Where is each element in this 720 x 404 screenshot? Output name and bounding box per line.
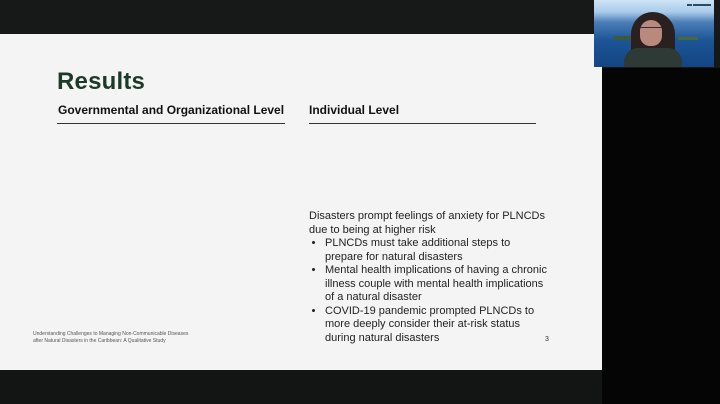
bullet-list bbox=[309, 237, 549, 345]
presentation-slide bbox=[0, 34, 602, 370]
bullet-item: • PLNCDs must take additional steps to prepare for natural disasters bbox=[325, 237, 549, 264]
participant-video-tile[interactable] bbox=[594, 0, 714, 67]
left-heading-divider bbox=[57, 123, 285, 124]
participant-glasses bbox=[640, 27, 662, 33]
virtual-background-logo-icon bbox=[687, 3, 711, 13]
right-column-heading: Individual Level bbox=[309, 103, 400, 117]
slide-page-number: 3 bbox=[545, 336, 549, 343]
participant-face bbox=[640, 20, 662, 46]
footer-line: after Natural Disasters in the Caribbean: A Qualitative Study bbox=[33, 338, 166, 344]
right-letterbox bbox=[602, 68, 720, 404]
lead-text: Disasters prompt feelings of anxiety for PLNCDs due to being at higher risk bbox=[309, 210, 545, 236]
bullet-item: • COVID-19 pandemic prompted PLNCDs to more deeply consider their at-risk status during natural disasters bbox=[325, 305, 549, 346]
participant-shirt bbox=[624, 48, 682, 67]
footer-line: Understanding Challenges to Managing Non-Communicable Diseases bbox=[33, 331, 189, 337]
slide-title: Results bbox=[57, 68, 146, 95]
left-column-heading: Governmental and Organizational Level bbox=[58, 103, 285, 117]
bullet-item: • Mental health implications of having a chronic illness couple with mental health implications of a natural disaster bbox=[325, 264, 549, 305]
background-island bbox=[678, 37, 698, 40]
individual-level-content bbox=[309, 210, 549, 345]
right-heading-divider bbox=[309, 123, 536, 124]
bottom-letterbox bbox=[0, 370, 602, 404]
slide-footer-citation bbox=[33, 331, 233, 345]
